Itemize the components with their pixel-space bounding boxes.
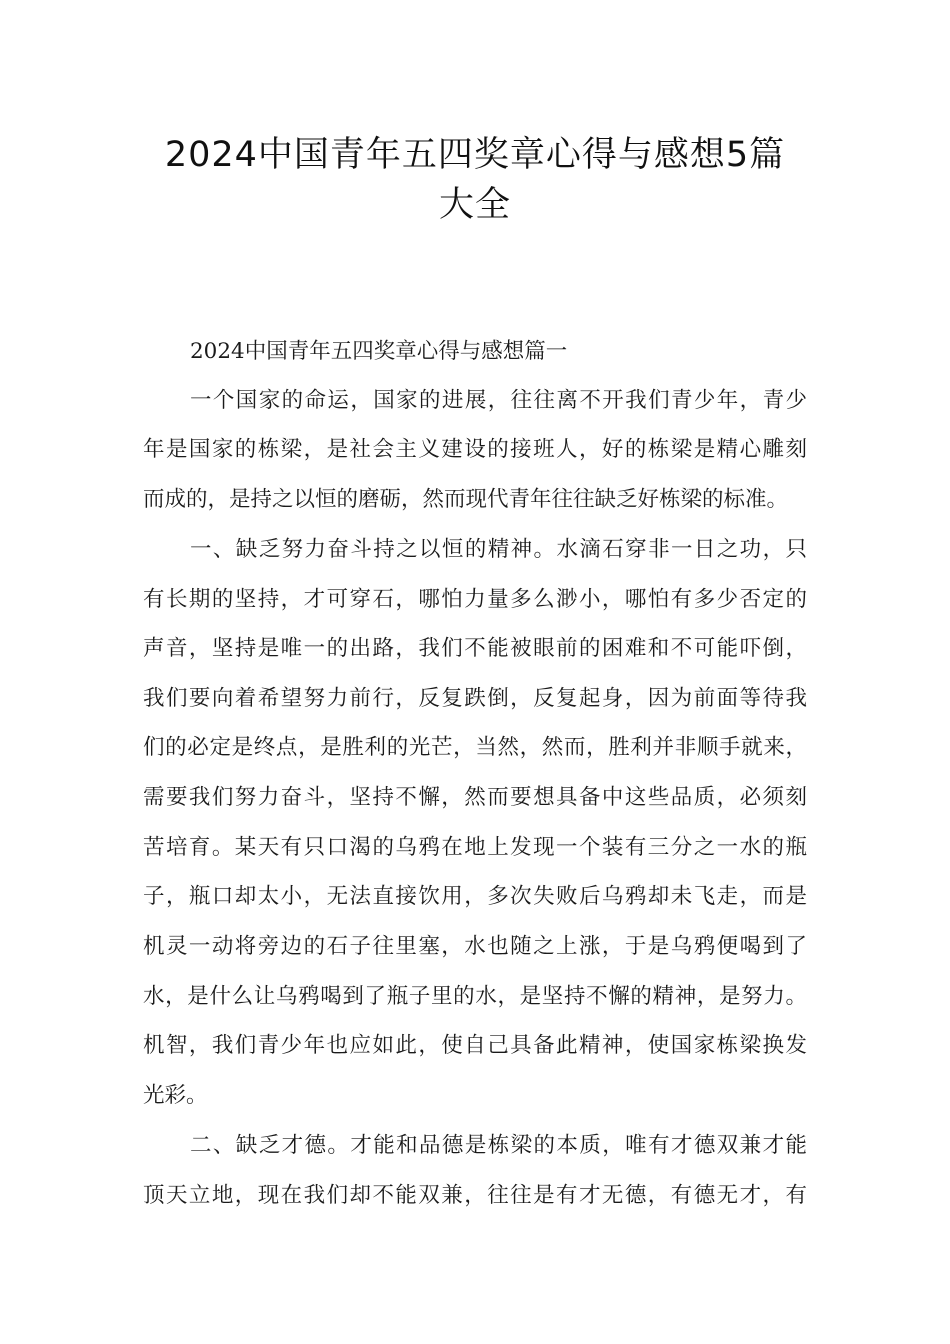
paragraph-line: 机灵一动将旁边的石子往里塞，水也随之上涨，于是乌鸦便喝到了 [143, 934, 807, 959]
paragraph-line: 顶天立地，现在我们却不能双兼，往往是有才无德，有德无才，有 [143, 1183, 807, 1208]
paragraph-line: 子，瓶口却太小，无法直接饮用，多次失败后乌鸦却未飞走，而是 [143, 884, 807, 909]
paragraph-line: 而成的，是持之以恒的磨砺，然而现代青年往往缺乏好栋梁的标准。 [143, 487, 789, 512]
paragraph-line: 一、缺乏努力奋斗持之以恒的精神。水滴石穿非一日之功，只 [190, 537, 807, 562]
paragraph-line: 水，是什么让乌鸦喝到了瓶子里的水，是坚持不懈的精神，是努力。 [143, 984, 807, 1009]
paragraph-line: 2024中国青年五四奖章心得与感想篇一 [190, 339, 568, 364]
paragraph-line: 二、缺乏才德。才能和品德是栋梁的本质，唯有才德双兼才能 [190, 1133, 807, 1158]
paragraph-line: 们的必定是终点，是胜利的光芒，当然，然而，胜利并非顺手就来， [143, 735, 807, 760]
document-title-line-1: 2024中国青年五四奖章心得与感想5篇 [164, 135, 786, 175]
paragraph-line: 有长期的坚持，才可穿石，哪怕力量多么渺小，哪怕有多少否定的 [143, 587, 807, 612]
paragraph-line: 苦培育。某天有只口渴的乌鸦在地上发现一个装有三分之一水的瓶 [143, 835, 807, 860]
paragraph-line: 年是国家的栋梁，是社会主义建设的接班人，好的栋梁是精心雕刻 [143, 437, 807, 462]
document-title-line-2: 大全 [438, 185, 511, 225]
paragraph-line: 光彩。 [143, 1083, 208, 1108]
paragraph-line: 一个国家的命运，国家的进展，往往离不开我们青少年，青少 [190, 388, 807, 413]
paragraph-line: 声音，坚持是唯一的出路，我们不能被眼前的困难和不可能吓倒， [143, 636, 807, 661]
paragraph-line: 需要我们努力奋斗，坚持不懈，然而要想具备中这些品质，必须刻 [143, 785, 807, 810]
paragraph-line: 机智，我们青少年也应如此，使自己具备此精神，使国家栋梁换发 [143, 1033, 807, 1058]
paragraph-line: 我们要向着希望努力前行，反复跌倒，反复起身，因为前面等待我 [143, 686, 807, 711]
